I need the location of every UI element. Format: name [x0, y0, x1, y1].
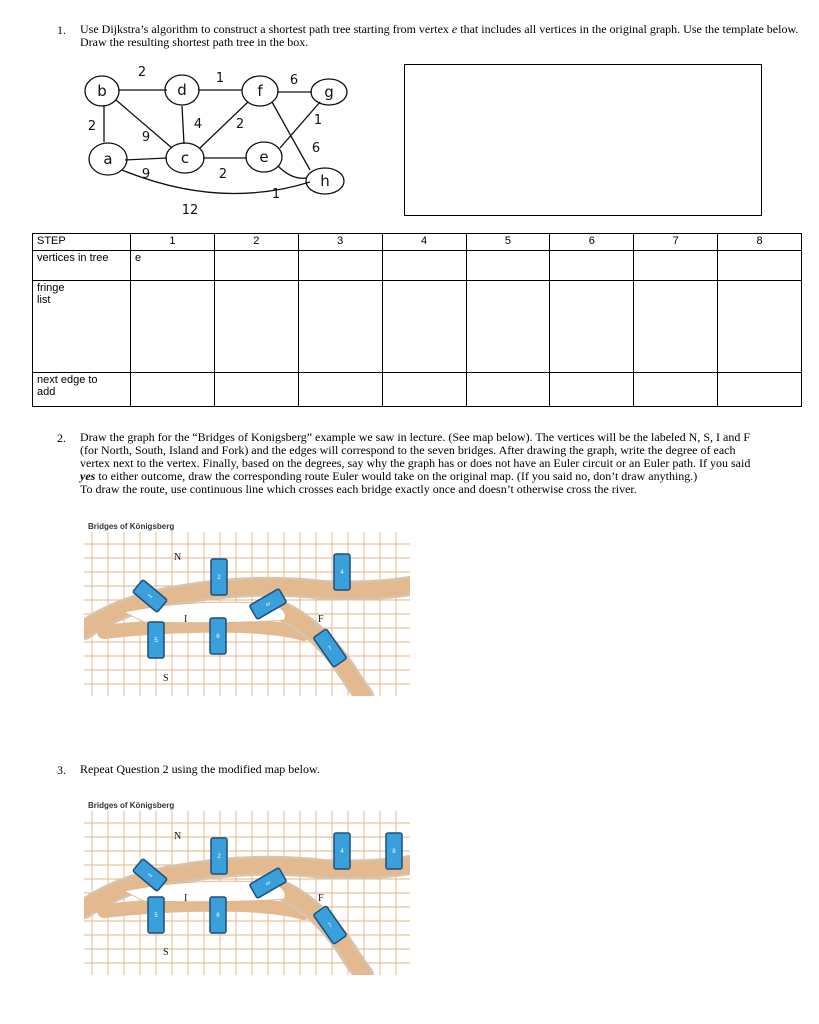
table-header-step: STEP: [33, 234, 131, 251]
q1-text-vertex: e: [451, 22, 458, 36]
weight-b-d: 2: [137, 65, 147, 80]
map2-bridge-6[interactable]: [210, 897, 226, 933]
q3-text: Repeat Question 2 using the modified map below.: [80, 762, 320, 776]
q2-line-4-rest: to either outcome, draw the corresponding route Euler would take on the original map. (If you said no, don’t draw anything.): [95, 469, 698, 483]
q1-text-part2: that includes all vertices in the original graph. Use the template below. Draw the resulting shortest path tree in the box.: [80, 22, 799, 49]
q2-line-1: Draw the graph for the “Bridges of Konigsberg” example we saw in lecture. (See map below). The vertices will be the labeled N, S, I and F: [80, 430, 751, 444]
row-label-next-edge-line1: next edge to: [37, 374, 98, 386]
weight-a-h: 12: [181, 203, 199, 218]
vertex-g-label: g: [324, 83, 334, 101]
map1-bridge-4-label: 4: [340, 570, 344, 576]
map2-bridge-7-label: 7: [327, 922, 334, 930]
weight-f-c: 2: [235, 117, 245, 132]
map1-bridge-6[interactable]: [210, 618, 226, 654]
table-cell[interactable]: [466, 373, 550, 407]
map2-bridge-2[interactable]: [211, 838, 227, 874]
weight-g-e: 1: [313, 113, 323, 128]
vertex-e-label: e: [259, 148, 269, 166]
q1-answer-box[interactable]: [404, 64, 762, 216]
table-cell[interactable]: [550, 373, 634, 407]
vertex-b-label: b: [97, 82, 107, 100]
map1-bridge-3-label: 3: [263, 601, 271, 608]
map1: [84, 532, 410, 696]
table-cell[interactable]: [718, 373, 802, 407]
row-label-fringe-line1: fringe: [37, 282, 65, 294]
table-cell[interactable]: [298, 251, 382, 281]
step-1: 1: [131, 234, 215, 251]
map2-bridge-2-label: 2: [217, 854, 221, 860]
map2-bridge-8[interactable]: [386, 833, 402, 869]
table-cell[interactable]: [634, 373, 718, 407]
q2-line-2: (for North, South, Island and Fork) and the edges will correspond to the seven bridges. After drawing the graph, write the degree of each: [80, 443, 736, 457]
step-2: 2: [214, 234, 298, 251]
weight-b-a: 2: [87, 119, 97, 134]
map1-label-south: S: [163, 673, 169, 684]
map2-bridge-1-label: 1: [147, 872, 155, 879]
table-cell[interactable]: [718, 281, 802, 373]
map1-bridge-6-label: 6: [216, 634, 220, 640]
q1-text-part1: Use Dijkstra’s algorithm to construct a shortest path tree starting from vertex: [80, 22, 452, 36]
weight-d-f: 1: [215, 71, 225, 86]
map2-label-south: S: [163, 947, 169, 958]
step-5: 5: [466, 234, 550, 251]
map1-bridge-7-label: 7: [327, 645, 334, 653]
table-cell[interactable]: [382, 251, 466, 281]
vertex-d-label: d: [177, 81, 187, 99]
weight-c-e: 2: [218, 167, 228, 182]
edge-f-h: [272, 102, 310, 170]
row-label-next-edge: [33, 373, 131, 407]
q2-text: [80, 431, 816, 496]
map1-bridge-4[interactable]: [334, 554, 350, 590]
table-cell[interactable]: [298, 373, 382, 407]
weight-a-c: 9: [141, 167, 151, 182]
map2-bridge-3-label: 3: [263, 880, 271, 887]
map2-bridge-8-label: 8: [392, 849, 396, 855]
map2-bridge-4-label: 4: [340, 849, 344, 855]
q2-line-4-yes: yes: [80, 469, 96, 483]
table-cell[interactable]: [382, 373, 466, 407]
table-cell[interactable]: [382, 281, 466, 373]
q2-line-5: To draw the route, use continuous line which crosses each bridge exactly once and doesn’t otherwise cross the river.: [80, 482, 637, 496]
q1-text: [80, 23, 815, 49]
weight-b-c: 9: [141, 130, 151, 145]
map2: [84, 811, 410, 975]
table-cell[interactable]: [466, 281, 550, 373]
edge-a-h: [122, 170, 310, 194]
vertex-f-label: f: [257, 82, 263, 100]
map1-title: Bridges of Königsberg: [88, 522, 175, 531]
weight-f-g: 6: [289, 73, 299, 88]
map2-label-island: I: [184, 893, 188, 904]
q1-number: 1.: [57, 23, 66, 37]
row-label-next-edge-line2: add: [37, 386, 56, 398]
weight-f-h: 6: [311, 141, 321, 156]
map1-label-fork: F: [318, 614, 324, 625]
weight-e-h: 1: [271, 187, 281, 202]
map2-bridge-4[interactable]: [334, 833, 350, 869]
weight-d-c: 4: [193, 117, 203, 132]
q3-number: 3.: [57, 763, 66, 777]
edge-e-h: [278, 166, 306, 178]
map1-bridge-2-label: 2: [217, 575, 221, 581]
map1-bridge-5[interactable]: [148, 622, 164, 658]
step-6: 6: [550, 234, 634, 251]
table-cell[interactable]: [131, 281, 215, 373]
map1-label-island: I: [184, 614, 188, 625]
vertex-h-label: h: [320, 172, 330, 190]
map1-bridge-2[interactable]: [211, 559, 227, 595]
dijkstra-step-table: [32, 233, 802, 407]
vertices-cell-1[interactable]: e: [131, 251, 215, 281]
step-4: 4: [382, 234, 466, 251]
edge-a-c: [125, 158, 167, 160]
map1-bridge-1-label: 1: [147, 593, 155, 600]
step-3: 3: [298, 234, 382, 251]
step-7: 7: [634, 234, 718, 251]
map1-label-north: N: [174, 552, 182, 563]
table-cell[interactable]: [214, 373, 298, 407]
step-8: 8: [718, 234, 802, 251]
q1-graph: [80, 60, 370, 220]
q2-number: 2.: [57, 431, 66, 445]
q2-line-3: vertex next to the vertex. Finally, based on the degrees, say why the graph has or does not have an Euler circuit or an Euler path. If you said: [80, 456, 751, 470]
table-cell[interactable]: [214, 251, 298, 281]
map2-bridge-5[interactable]: [148, 897, 164, 933]
table-cell[interactable]: [214, 281, 298, 373]
row-label-fringe-line2: list: [37, 294, 51, 306]
table-cell[interactable]: [550, 281, 634, 373]
map2-label-fork: F: [318, 893, 324, 904]
table-cell[interactable]: [298, 281, 382, 373]
edge-d-c: [182, 106, 184, 144]
row-label-fringe: [33, 281, 131, 373]
vertex-a-label: a: [103, 150, 113, 168]
map2-title: Bridges of Königsberg: [88, 801, 175, 810]
table-cell[interactable]: [634, 251, 718, 281]
row-label-vertices: vertices in tree: [33, 251, 131, 281]
map1-bridge-5-label: 5: [154, 638, 158, 644]
table-cell[interactable]: [634, 281, 718, 373]
map2-label-north: N: [174, 831, 182, 842]
table-cell[interactable]: [131, 373, 215, 407]
table-cell[interactable]: [718, 251, 802, 281]
map2-bridge-6-label: 6: [216, 913, 220, 919]
map2-bridge-5-label: 5: [154, 913, 158, 919]
vertex-c-label: c: [180, 149, 190, 167]
table-cell[interactable]: [550, 251, 634, 281]
table-cell[interactable]: [466, 251, 550, 281]
